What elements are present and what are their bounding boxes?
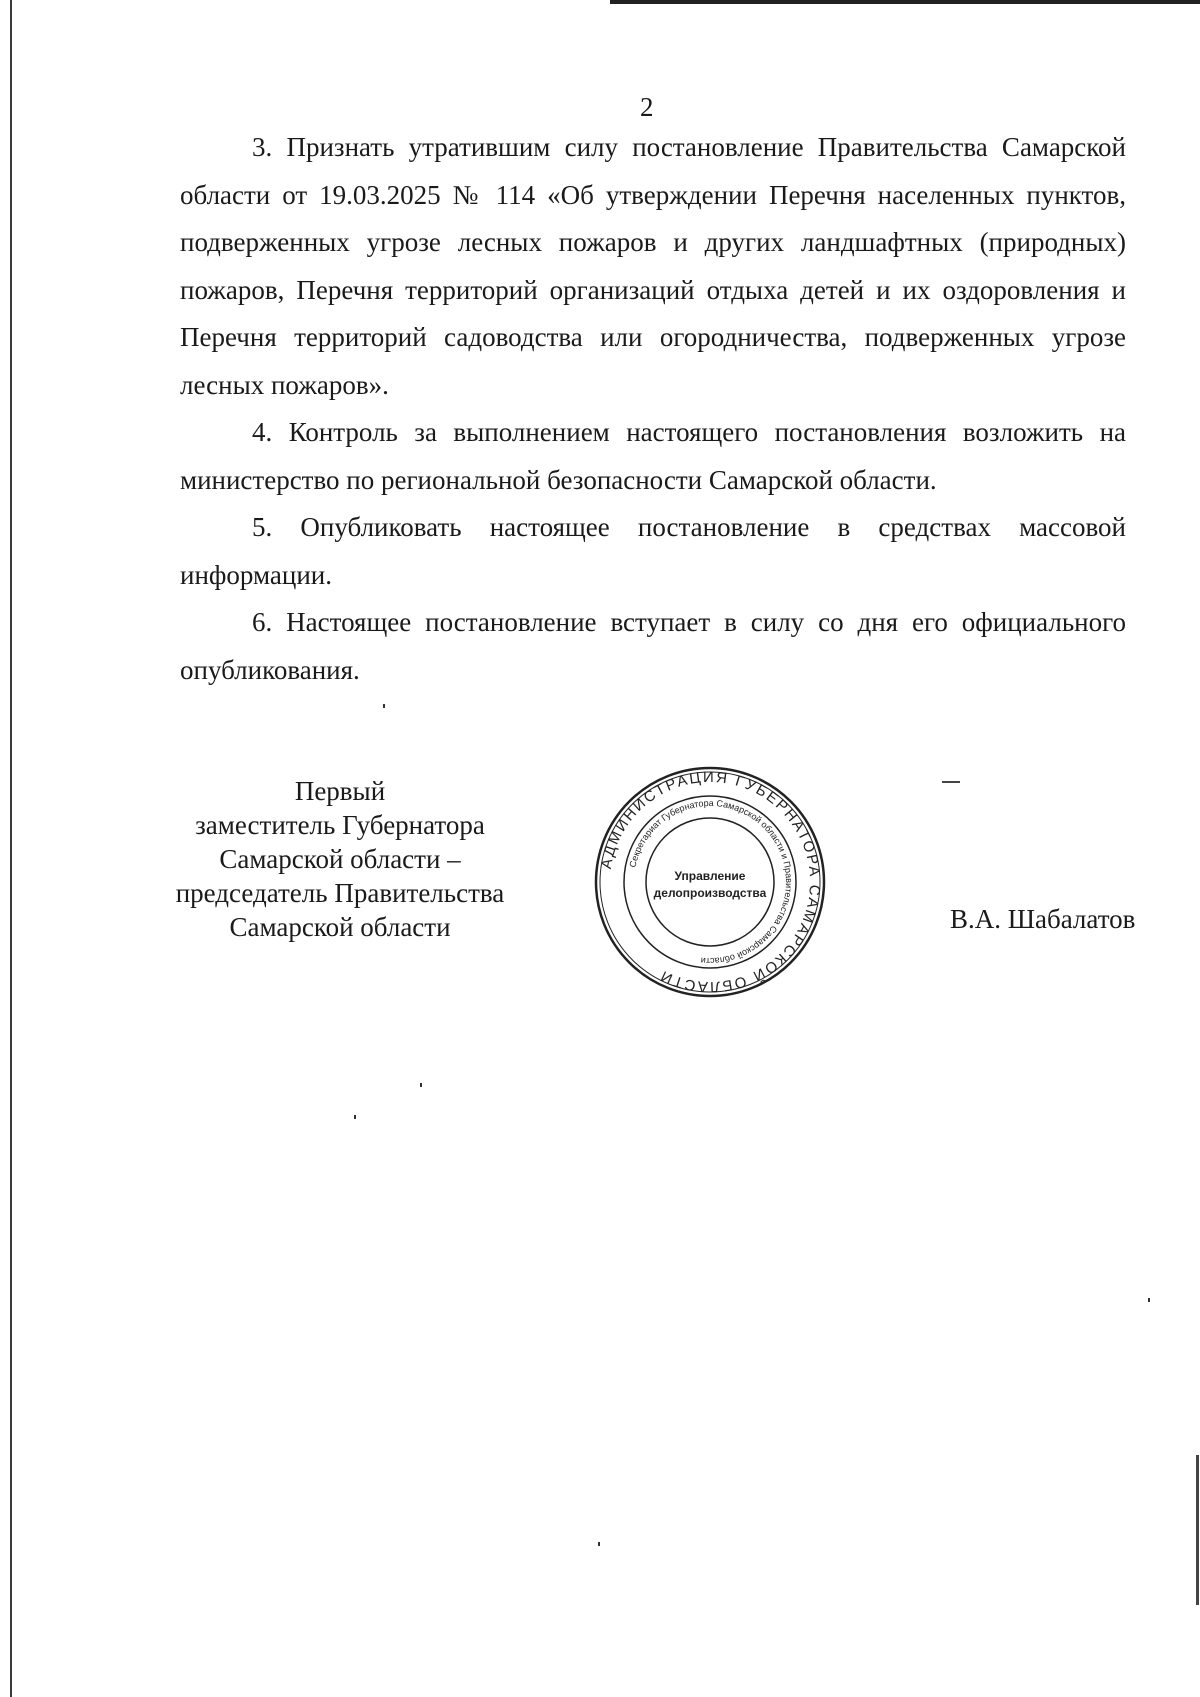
svg-text:делопроизводства: делопроизводства	[653, 886, 767, 900]
position-line: Самарской области	[229, 912, 451, 942]
stamp-seal-graphic	[590, 762, 830, 1002]
signatory-name: В.А. Шабалатов	[950, 904, 1136, 934]
paragraph-5: 5. Опубликовать настоящее постановление в средствах массовой информации.	[180, 512, 1126, 590]
position-line: Самарской области –	[219, 844, 461, 874]
position-line: председатель Правительства	[175, 878, 505, 908]
document-body	[180, 124, 1126, 694]
position-line: Первый	[294, 776, 386, 806]
scan-speck	[354, 1115, 356, 1119]
svg-text:АДМИНИСТРАЦИЯ ГУБЕРНАТОРА САМА: АДМИНИСТРАЦИЯ ГУБЕРНАТОРА САМАРСКОЙ ОБЛАСТИ	[597, 768, 824, 996]
svg-text:Управление: Управление	[674, 869, 746, 883]
signatory-position	[150, 774, 530, 944]
scan-speck	[598, 1542, 600, 1546]
scan-edge-right	[1196, 1455, 1199, 1605]
page-number: 2	[640, 92, 654, 122]
scan-speck	[420, 1083, 422, 1087]
paragraph-3: 3. Признать утратившим силу постановление Правительства Самарской области от 19.03.2025 № 114 «Об утверждении Перечня населенных пунктов, подверженных угрозе лесных пожаров и других ландшафтных (природных) пожаров, Перечня территорий организаций отдыха детей и их оздоровления и Перечня территорий садоводства или огородничества, подверженных угрозе лесных пожаров».	[180, 132, 1126, 400]
scan-speck	[1148, 1298, 1150, 1302]
scan-speck	[383, 704, 385, 708]
official-stamp	[590, 762, 830, 1002]
svg-text:Секретариат Губернатора Самарс: Секретариат Губернатора Самарской области и Правительства Самарской области	[627, 797, 795, 967]
position-line: заместитель Губернатора	[195, 810, 485, 840]
paragraph-6: 6. Настоящее постановление вступает в силу со дня его официального опубликования.	[180, 607, 1126, 685]
pen-mark	[942, 781, 960, 783]
scan-edge-top	[610, 0, 1200, 4]
scan-edge-left	[10, 0, 12, 1697]
paragraph-4: 4. Контроль за выполнением настоящего постановления возложить на министерство по региональной безопасности Самарской области.	[180, 417, 1126, 495]
